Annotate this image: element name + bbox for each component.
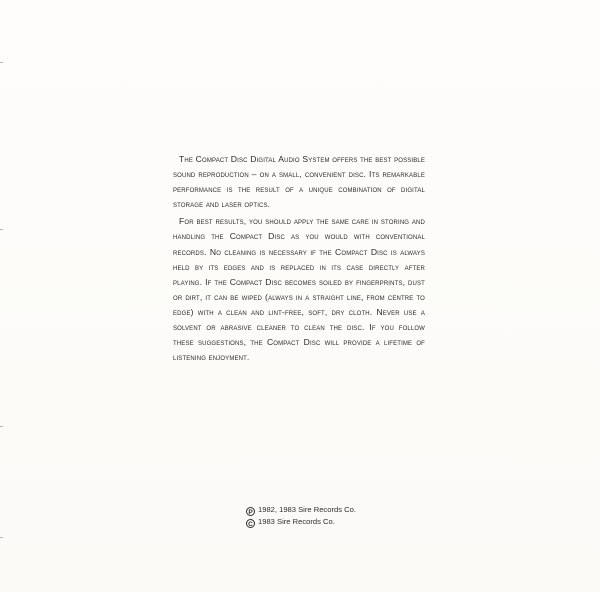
paragraph-care-instructions: For best results, you should apply the same care in storing and handling the Compact Disc as you would with conventional records. No cleaning is necessary if the Compact Disc is always held by its edges and is replaced in its case directly after playing. If the Compact Disc becomes soiled by fingerprints, dust or dirt, it can be wiped (always in a straight line, from centre to edge) with a clean and lint-free, soft, dry cloth. Never use a solvent or abrasive cleaner to clean the disc. If you follow these suggestions, the Compact Disc will provide a lifetime of listening enjoyment. xyxy=(173,216,425,363)
compact-disc-care-notice xyxy=(173,152,425,365)
copyright-icon: C xyxy=(246,519,255,528)
margin-mark xyxy=(0,537,3,538)
copyright-line xyxy=(246,516,356,528)
margin-mark xyxy=(0,62,3,63)
phonogram-line xyxy=(246,504,356,516)
copyright-text: 1983 Sire Records Co. xyxy=(258,517,335,526)
margin-mark xyxy=(0,426,3,427)
paragraph-intro: The Compact Disc Digital Audio System offers the best possible sound reproduction – on a small, convenient disc. Its remarkable performance is the result of a unique combination of digital storage and laser optics. xyxy=(173,154,425,210)
phonogram-icon: P xyxy=(246,507,255,516)
copyright-block xyxy=(246,504,356,528)
margin-mark xyxy=(0,229,3,230)
phonogram-text: 1982, 1983 Sire Records Co. xyxy=(258,505,356,514)
